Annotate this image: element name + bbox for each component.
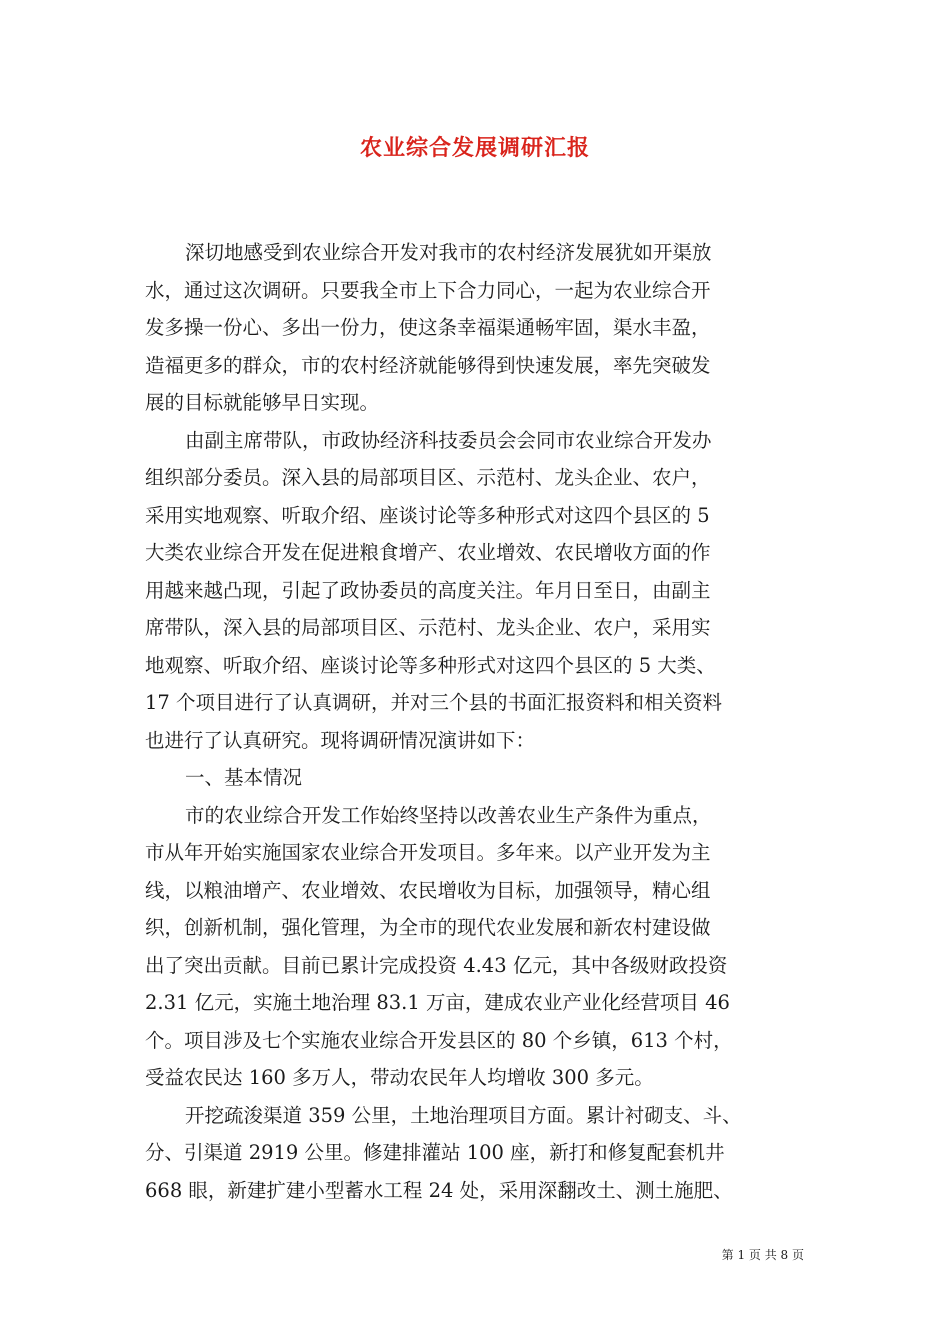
text-line: 席带队，深入县的局部项目区、示范村、龙头企业、农户，采用实 — [145, 616, 711, 639]
text-line: 发多操一份心、多出一份力，使这条幸福渠通畅牢固，渠水丰盈， — [145, 316, 711, 339]
text-line: 用越来越凸现，引起了政协委员的高度关注。年月日至日，由副主 — [145, 578, 711, 602]
text-line: 市的农业综合开发工作始终坚持以改善农业生产条件为重点， — [185, 803, 712, 827]
document-title: 农业综合发展调研汇报 — [359, 135, 590, 161]
text-line: 个。项目涉及七个实施农业综合开发县区的 80 个乡镇，613 个村， — [145, 1028, 733, 1052]
text-line: 大类农业综合开发在促进粮食增产、农业增效、农民增收方面的作 — [145, 541, 711, 564]
text-line: 分、引渠道 2919 公里。修建排灌站 100 座，新打和修复配套机井 — [145, 1141, 725, 1164]
text-line: 2.31 亿元，实施土地治理 83.1 万亩，建成农业产业化经营项目 46 — [145, 991, 730, 1014]
text-line: 造福更多的群众，市的农村经济就能够得到快速发展，率先突破发 — [145, 353, 711, 377]
text-line: 开挖疏浚渠道 359 公里，土地治理项目方面。累计衬砌支、斗、 — [185, 1103, 742, 1127]
text-line: 展的目标就能够早日实现。 — [145, 391, 380, 414]
text-line: 采用实地观察、听取介绍、座谈讨论等多种形式对这四个县区的 5 — [145, 503, 710, 527]
text-line: 668 眼，新建扩建小型蓄水工程 24 处，采用深翻改土、测土施肥、 — [145, 1178, 733, 1202]
text-line: 组织部分委员。深入县的局部项目区、示范村、龙头企业、农户， — [145, 466, 711, 489]
text-line: 水，通过这次调研。只要我全市上下合力同心，一起为农业综合开 — [145, 278, 711, 302]
text-line: 织，创新机制，强化管理，为全市的现代农业发展和新农村建设做 — [145, 916, 711, 939]
text-line: 地观察、听取介绍、座谈讨论等多种形式对这四个县区的 5 大类、 — [145, 653, 716, 677]
page-number: 第 1 页 共 8 页 — [721, 1248, 804, 1262]
text-line: 出了突出贡献。目前已累计完成投资 4.43 亿元，其中各级财政投资 — [145, 953, 728, 977]
document-body — [145, 234, 810, 1209]
text-line: 市从年开始实施国家农业综合开发项目。多年来。以产业开发为主 — [145, 841, 711, 864]
text-line: 由副主席带队，市政协经济科技委员会会同市农业综合开发办 — [185, 428, 712, 452]
text-line: 深切地感受到农业综合开发对我市的农村经济发展犹如开渠放 — [185, 241, 712, 264]
text-line: 一、基本情况 — [185, 766, 303, 789]
text-line: 也进行了认真研究。现将调研情况演讲如下： — [145, 728, 536, 752]
text-line: 受益农民达 160 多万人，带动农民年人均增收 300 多元。 — [145, 1066, 654, 1089]
text-line: 线，以粮油增产、农业增效、农民增收为目标，加强领导，精心组 — [145, 878, 711, 902]
text-line: 17 个项目进行了认真调研，并对三个县的书面汇报资料和相关资料 — [145, 691, 723, 714]
